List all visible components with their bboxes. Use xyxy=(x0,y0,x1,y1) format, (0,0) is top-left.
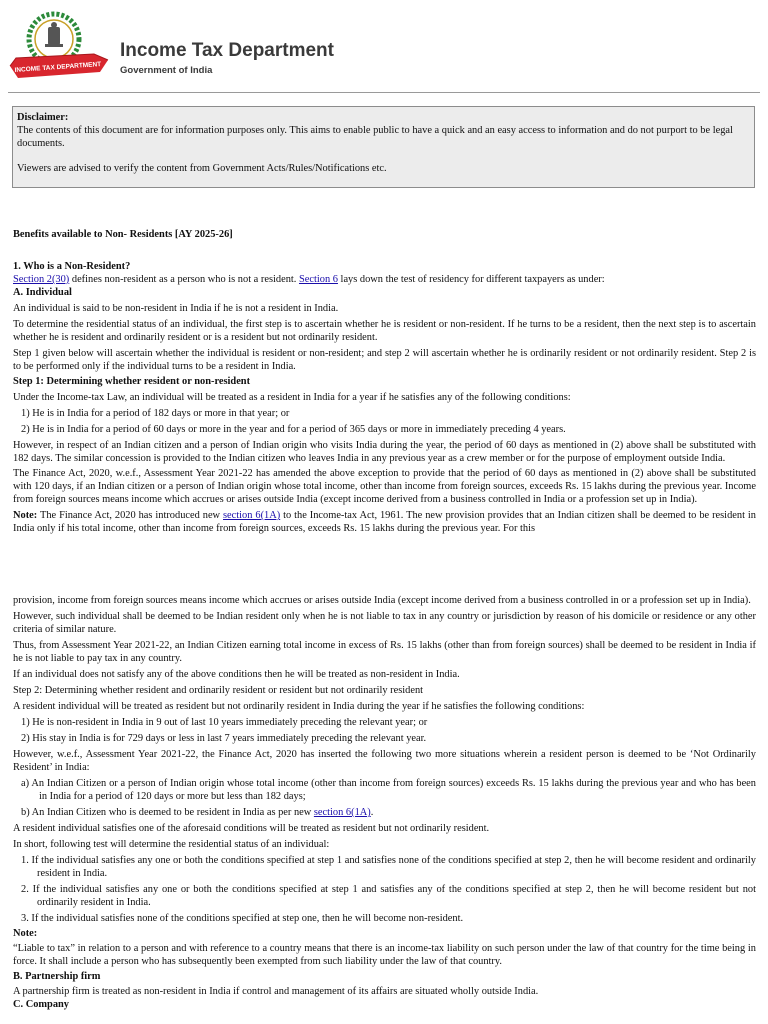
doc-heading: Benefits available to Non- Residents [AY 2025-26] xyxy=(13,229,233,240)
org-subtitle: Government of India xyxy=(120,65,213,76)
section-6-link[interactable]: Section 6 xyxy=(298,274,338,285)
disclaimer-box xyxy=(12,106,755,188)
document-body-part1 xyxy=(13,228,756,535)
note-label: Note: xyxy=(13,510,38,521)
section-intro-end: lays down the test of residency for different taxpayers as under: xyxy=(337,274,605,285)
header-divider xyxy=(8,92,760,93)
test-item-3: 3. If the individual satisfies none of the conditions specified at step one, then he will become non-resident. xyxy=(21,913,464,924)
disclaimer-title: Disclaimer: xyxy=(17,112,69,123)
note-paragraph xyxy=(13,509,756,535)
step2-condition-1: 1) He is non-resident in India in 9 out of last 10 years immediately preceding the relevant year; or xyxy=(21,717,428,728)
situation-b-end: . xyxy=(370,807,374,818)
note-text-a: The Finance Act, 2020 has introduced new xyxy=(37,510,223,521)
step2-p2: However, w.e.f., Assessment Year 2021-22, the Finance Act, 2020 has inserted the following two more situations wherein a resident person is deemed to be ‘Not Ordinarily Resident’ in India: xyxy=(13,749,756,773)
question-1-heading: 1. Who is a Non-Resident? xyxy=(13,261,131,272)
step2-situation-a: a) An Indian Citizen or a person of Indian origin whose total income (other than income from foreign sources) exceeds Rs. 15 lakhs during the previous year and who has been in India for a period of 120 days or more but less than 182 days; xyxy=(21,778,756,802)
step1-heading: Step 1: Determining whether resident or non-resident xyxy=(13,376,251,387)
section-6-1a-link[interactable]: section 6(1A) xyxy=(223,510,281,521)
note2-label: Note: xyxy=(13,928,38,939)
emblem-text: INCOME TAX DEPARTMENT xyxy=(14,60,102,75)
situation-b-text: b) An Indian Citizen who is deemed to be resident in India as per new xyxy=(21,807,314,818)
disclaimer-advice: Viewers are advised to verify the content from Government Acts/Rules/Notifications etc. xyxy=(17,163,387,174)
step2-condition-2: 2) His stay in India is for 729 days or less in last 7 years immediately preceding the relevant year. xyxy=(21,733,427,744)
individual-p1: An individual is said to be non-resident in India if he is not a resident in India. xyxy=(13,303,339,314)
step2-p3: A resident individual satisfies one of the aforesaid conditions will be treated as resident but not ordinarily resident. xyxy=(13,823,490,834)
section-6-1a-link-2[interactable]: section 6(1A) xyxy=(313,807,371,818)
partnership-heading: B. Partnership firm xyxy=(13,971,101,982)
individual-p2: To determine the residential status of an individual, the first step is to ascertain whether he is resident or non-resident. If he turns to be a resident, then the next step is to ascertain whether he is resident and ordinarily resident or is a resident but not ordinarily resident. xyxy=(13,319,756,343)
income-tax-emblem-icon xyxy=(8,8,114,82)
provision-paragraph: provision, income from foreign sources means income which accrues or arises outside India (except income derived from a business controlled in or a profession set up in India). xyxy=(13,595,751,606)
test-item-1: 1. If the individual satisfies any one or both the conditions specified at step 1 and satisfies none of the conditions specified at step 2, then he will become resident and ordinarily resident in India. xyxy=(21,855,756,879)
step1-p1: Under the Income-tax Law, an individual will be treated as a resident in India for a year if he satisfies any of the following conditions: xyxy=(13,392,571,403)
partnership-p1: A partnership firm is treated as non-resident in India if control and management of its affairs are situated wholly outside India. xyxy=(13,986,539,997)
deemed-resident-paragraph: However, such individual shall be deemed to be Indian resident only when he is not liable to tax in any country or jurisdiction by reason of his domicile or residence or any other criteria of similar nature. xyxy=(13,611,756,635)
test-item-2: 2. If the individual satisfies any one or both the conditions specified at step 1 and satisfies any of the conditions specified at step 2, then he will become resident but not ordinarily resident in India. xyxy=(21,884,756,908)
section-intro-text: defines non-resident as a person who is not a resident. xyxy=(69,274,299,285)
step2-p1: A resident individual will be treated as resident but not ordinarily resident in India during the year if he satisfies the following conditions: xyxy=(13,701,585,712)
page-header xyxy=(8,8,368,84)
step2-p4: In short, following test will determine the residential status of an individual: xyxy=(13,839,330,850)
non-resident-paragraph: If an individual does not satisfy any of the above conditions then he will be treated as non-resident in India. xyxy=(13,669,460,680)
disclaimer-text: The contents of this document are for information purposes only. This aims to enable public to have a quick and an easy access to information and do not purport to be legal documents. xyxy=(17,125,733,149)
org-title: Income Tax Department xyxy=(120,40,334,61)
section-intro xyxy=(13,273,756,286)
step1-p2: However, in respect of an Indian citizen and a person of Indian origin who visits India during the year, the period of 60 days as mentioned in (2) above shall be substituted with 182 days. The similar concession is provided to the Indian citizen who leaves India in any previous year as a crew member or for the purpose of employment outside India. xyxy=(13,440,756,464)
note-text-b: to the Income-tax Act, 1961. The new provision provides that an Indian citizen shall be deemed to be resident in India only if his total income, other than income from foreign sources, exceeds Rs. 15 lakhs during the previous year. For this xyxy=(13,510,756,534)
note2-paragraph: “Liable to tax” in relation to a person and with reference to a country means that there is an income-tax liability on such person under the law of that country for the time being in force. It shall include a person who has subsequently been exempted from such liability under the law of that country. xyxy=(13,943,756,967)
step1-p3: The Finance Act, 2020, w.e.f., Assessment Year 2021-22 has amended the above exception to provide that the period of 60 days as mentioned in (2) above shall be substituted with 120 days, if an Indian citizen or a person of Indian origin whose total income, other than income from foreign sources, exceeds Rs. 15 lakhs during the previous year. Income from foreign sources means income which accrues or arises outside India (except income derived from a business controlled in India or a profession set up in India). xyxy=(13,468,756,505)
document-body-part2 xyxy=(13,594,756,1011)
individual-heading: A. Individual xyxy=(13,287,72,298)
company-heading: C. Company xyxy=(13,999,70,1010)
step1-condition-1: 1) He is in India for a period of 182 days or more in that year; or xyxy=(21,408,290,419)
individual-p3: Step 1 given below will ascertain whether the individual is resident or non-resident; and step 2 will ascertain whether he is ordinarily resident or not ordinarily resident. Step 2 is to be performed only if the individual turns to be a resident in India. xyxy=(13,348,756,372)
step1-condition-2: 2) He is in India for a period of 60 days or more in the year and for a period of 365 days or more in immediately preceding 4 years. xyxy=(21,424,566,435)
step2-situation-b xyxy=(13,806,756,819)
section-2-30-link[interactable]: Section 2(30) xyxy=(13,274,70,285)
step2-heading: Step 2: Determining whether resident and ordinarily resident or resident but not ordinarily resident xyxy=(13,685,424,696)
thus-paragraph: Thus, from Assessment Year 2021-22, an Indian Citizen earning total income in excess of Rs. 15 lakhs (other than from foreign sources) shall be deemed to be resident in India if he is not liable to pay tax in any country. xyxy=(13,640,756,664)
